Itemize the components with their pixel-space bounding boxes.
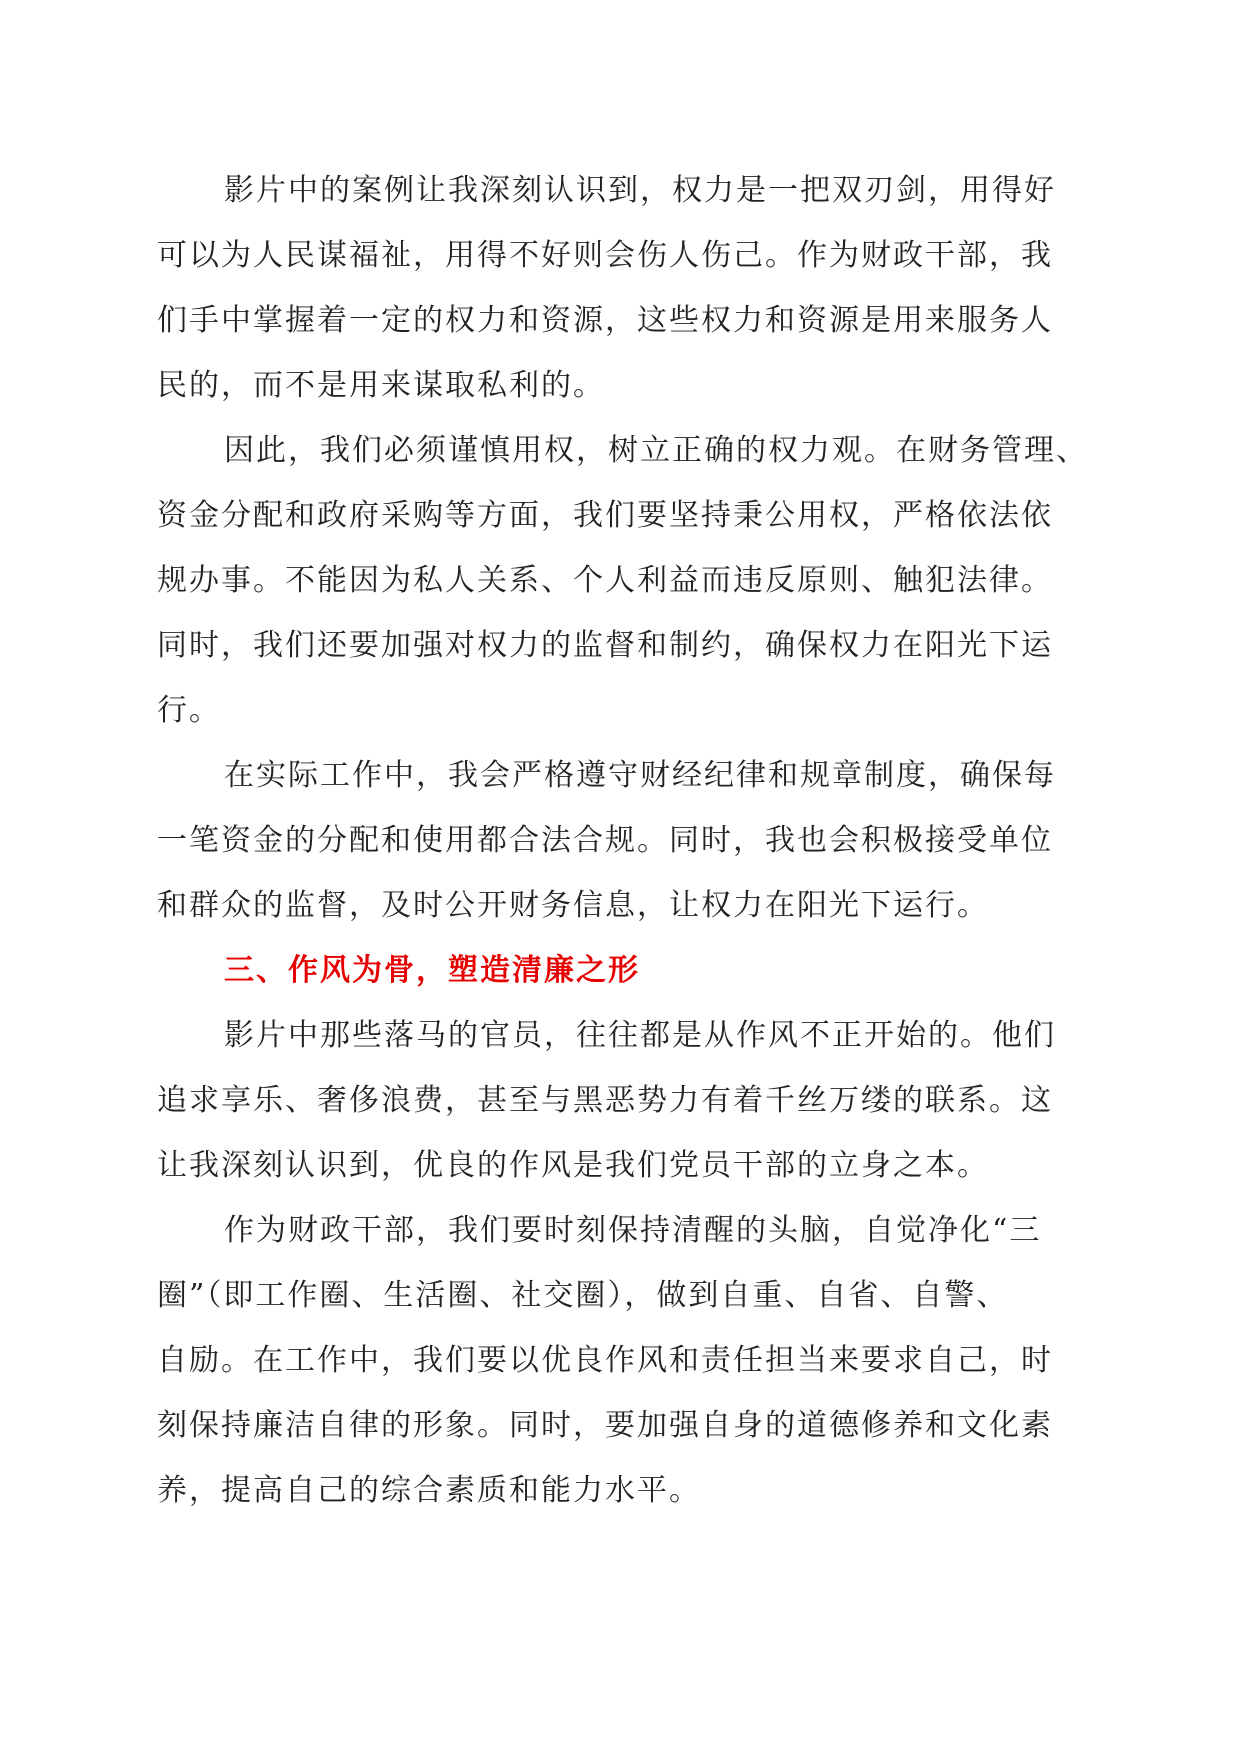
paragraph-line: 自励。在工作中，我们要以优良作风和责任担当来要求自己，时: [157, 1343, 1053, 1378]
paragraph-line: 追求享乐、奢侈浪费，甚至与黑恶势力有着千丝万缕的联系。这: [157, 1083, 1053, 1118]
paragraph-work-style: [157, 1003, 1062, 1198]
document-body: [157, 158, 1088, 1523]
paragraph-line: 作为财政干部，我们要时刻保持清醒的头脑，自觉净化“三: [224, 1213, 1042, 1248]
paragraph-line: 和群众的监督，及时公开财务信息，让权力在阳光下运行。: [157, 888, 989, 923]
paragraph-line: 规办事。不能因为私人关系、个人利益而违反原则、触犯法律。: [157, 563, 1053, 598]
paragraph-line: 行。: [157, 693, 221, 728]
paragraph-line: 同时，我们还要加强对权力的监督和制约，确保权力在阳光下运: [157, 628, 1053, 663]
paragraph-line: 让我深刻认识到，优良的作风是我们党员干部的立身之本。: [157, 1148, 989, 1183]
paragraph-line: 养，提高自己的综合素质和能力水平。: [157, 1473, 701, 1508]
paragraph-line: 影片中的案例让我深刻认识到，权力是一把双刃剑，用得好: [224, 173, 1056, 208]
paragraph-line: 刻保持廉洁自律的形象。同时，要加强自身的道德修养和文化素: [157, 1408, 1053, 1443]
paragraph-power-double-edged: [157, 158, 1062, 418]
paragraph-line: 资金分配和政府采购等方面，我们要坚持秉公用权，严格依法依: [157, 498, 1053, 533]
paragraph-line: 可以为人民谋福祉，用得不好则会伤人伤己。作为财政干部，我: [157, 238, 1053, 273]
paragraph-line: 民的，而不是用来谋取私利的。: [157, 368, 605, 403]
paragraph-line: 影片中那些落马的官员，往往都是从作风不正开始的。他们: [224, 1018, 1056, 1053]
paragraph-line: 因此，我们必须谨慎用权，树立正确的权力观。在财务管理、: [224, 433, 1088, 468]
paragraph-three-circles: [157, 1198, 1062, 1523]
paragraph-line: 在实际工作中，我会严格遵守财经纪律和规章制度，确保每: [224, 758, 1056, 793]
section-heading: 三、作风为骨，塑造清廉之形: [224, 953, 640, 988]
paragraph-line: 圈”（即工作圈、生活圈、社交圈），做到自重、自省、自警、: [157, 1278, 1009, 1313]
paragraph-use-power-carefully: [157, 418, 1088, 743]
paragraph-line: 一笔资金的分配和使用都合法合规。同时，我也会积极接受单位: [157, 823, 1053, 858]
paragraph-line: 们手中掌握着一定的权力和资源，这些权力和资源是用来服务人: [157, 303, 1053, 338]
paragraph-practical-work: [157, 743, 1062, 938]
